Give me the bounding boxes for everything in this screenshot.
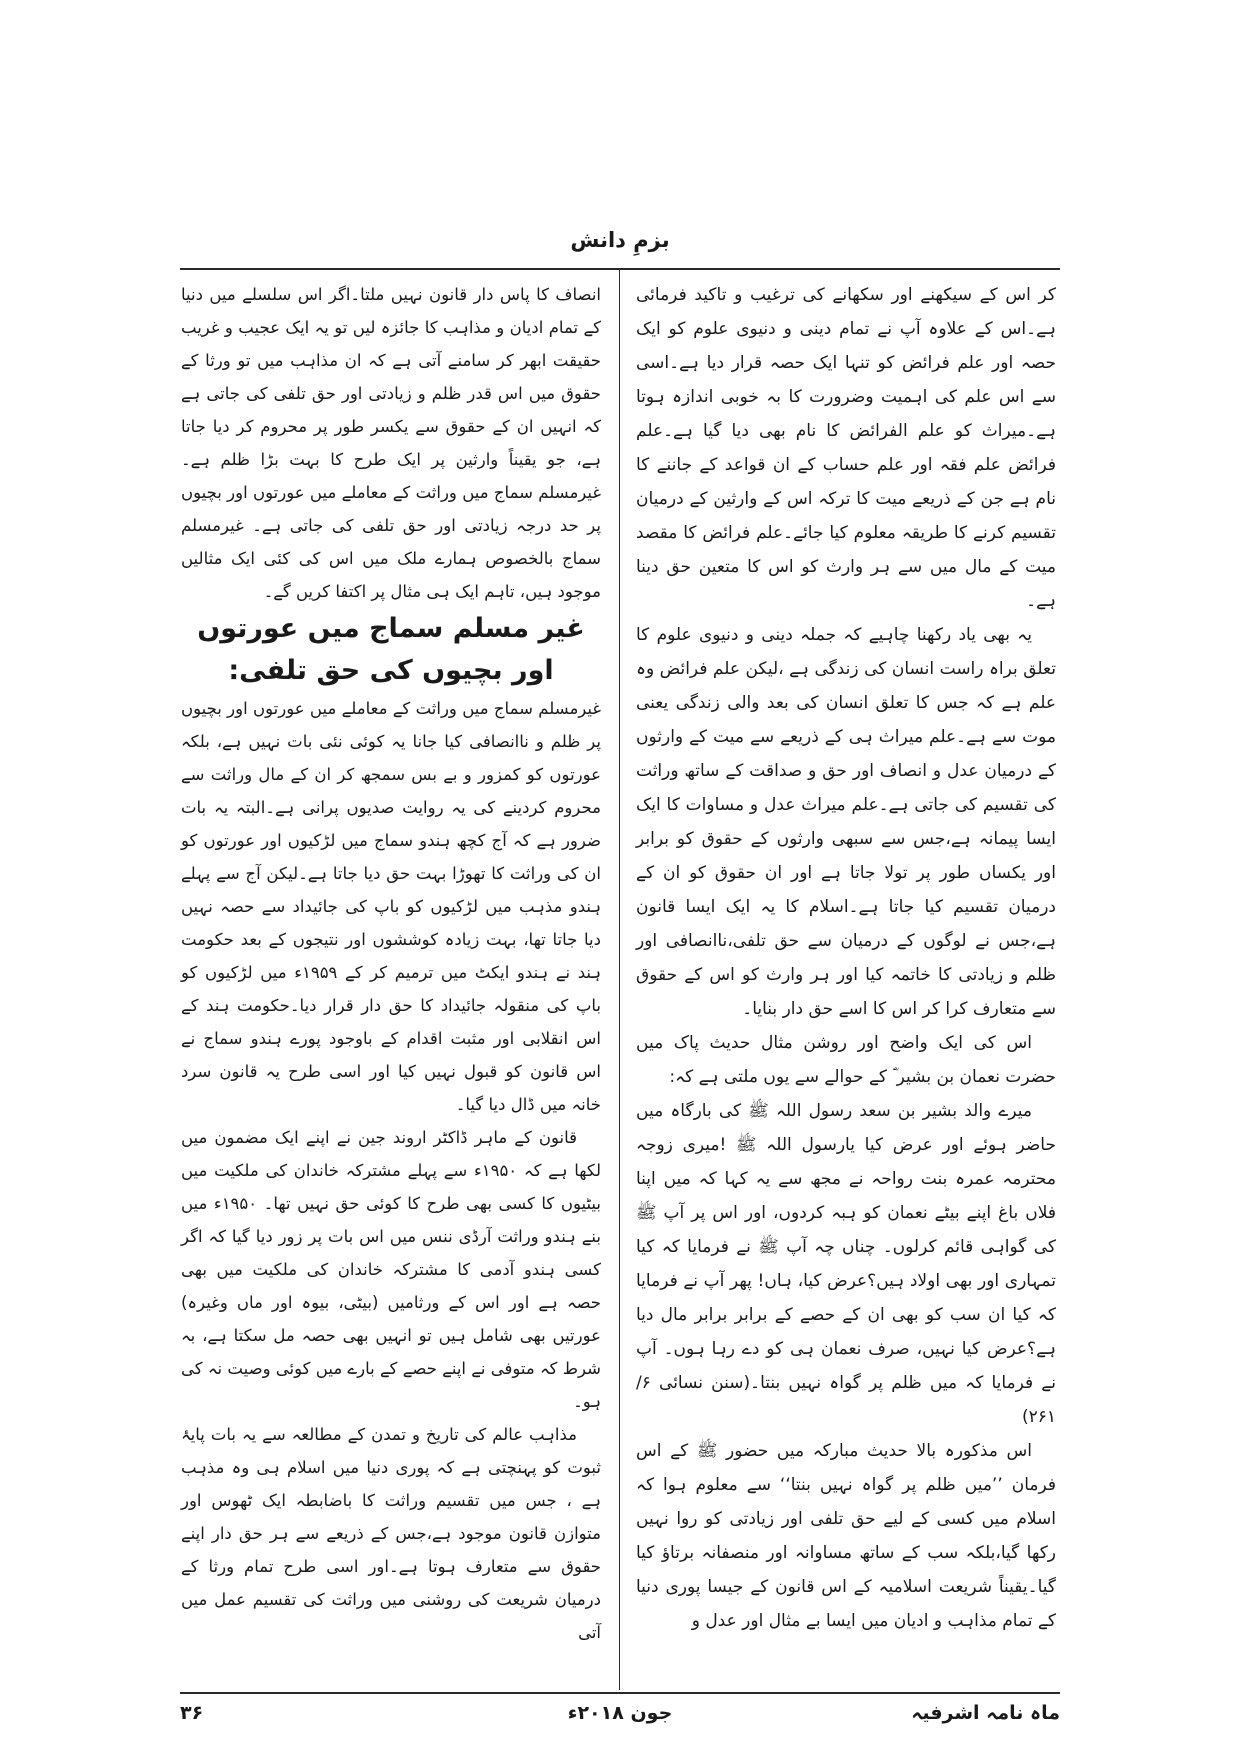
left-column (181, 278, 601, 1649)
magazine-name: ماہ نامہ اشرفیہ (911, 1702, 1060, 1724)
section-heading: غیر مسلم سماج میں عورتوں اور بچیوں کی حق تلفی: (197, 613, 585, 686)
paragraph: اس کی ایک واضح اور روشن مثال حدیث پاک میں حضرت نعمان بن بشیر ؓ کے حوالے سے یوں ملتی ہے کہ: (636, 1033, 1056, 1087)
page-footer (180, 1702, 1060, 1736)
issue-date: جون ۲۰۱۸ء (567, 1702, 673, 1724)
paragraph: غیرمسلم سماج میں وراثت کے معاملے میں عورتوں اور بچیوں پر ظلم و ناانصافی کیا جانا یہ کوئی نئی بات نہیں ہے، بلکہ عورتوں کو کمزور و بے بس سمجھ کر ان کے مال وراثت سے محروم کردینے کی یہ روایت صدیوں پرانی ہے۔البتہ یہ بات ضرور ہے کہ آج کچھ ہندو سماج میں لڑکیوں اور عورتوں کو ان کی وراثت کا تھوڑا بہت حق دیا جاتا ہے۔لیکن آج سے پہلے ہندو مذہب میں لڑکیوں کو باپ کی جائیداد سے حصہ نہیں دیا جاتا تھا، بہت زیادہ کوششوں اور نتیجوں کے بعد حکومت ہند نے ہندو ایکٹ میں ترمیم کر کے ۱۹۵۹ء میں لڑکیوں کو باپ کی منقولہ جائیداد کا حق دار قرار دیا۔حکومت ہند کے اس انقلابی اور مثبت اقدام کے باوجود پورے ہندو سماج نے اس قانون کو قبول نہیں کیا اور اسی طرح یہ قانون سرد خانہ میں ڈال دیا گیا۔ (181, 699, 602, 1114)
footer-rule (180, 1692, 1060, 1694)
paragraph: کر اس کے سیکھنے اور سکھانے کی ترغیب و تاکید فرمائی ہے۔اس کے علاوہ آپ نے تمام دینی و دنیوی علوم کو ایک حصہ اور علم فرائض کو تنہا ایک حصہ قرار دیا ہے۔اسی سے اس علم کی اہمیت وضرورت کا بہ خوبی اندازہ ہوتا ہے۔میراث کو علم الفرائض کا نام بھی دیا گیا ہے۔علم فرائض علم فقہ اور علم حساب کے ان قواعد کے جاننے کا نام ہے جن کے ذریعے میت کا ترکہ اس کے وارثین کے درمیان تقسیم کرنے کا طریقہ معلوم کیا جائے۔علم فرائض کا مقصد میت کے مال میں سے ہر وارث کو اس کا متعین حق دینا ہے۔ (636, 285, 1056, 611)
paragraph: قانون کے ماہر ڈاکٹر اروند جین نے اپنے ایک مضمون میں لکھا ہے کہ ۱۹۵۰ء سے پہلے مشترکہ خاندان کی ملکیت میں بیٹیوں کا کسی بھی طرح کا کوئی حق نہیں تھا۔ ۱۹۵۰ء میں بنے ہندو وراثت آرڈی ننس میں اس بات پر زور دیا گیا کہ اگر کسی ہندو آدمی کا مشترکہ خاندان کی ملکیت میں بھی حصہ ہے اور اس کے ورثامیں (بیٹی، بیوہ اور ماں وغیرہ) عورتیں بھی شامل ہیں تو انہیں بھی حصہ مل سکتا ہے، بہ شرط کہ متوفی نے اپنے حصے کے بارے میں کوئی وصیت نہ کی ہو۔ (181, 1128, 602, 1411)
hadith-quote: میرے والد بشیر بن سعد رسول اللہ ﷺ کی بارگاہ میں حاضر ہوئے اور عرض کیا یارسول اللہ ﷺ !میری زوجہ محترمہ عمرہ بنت رواحہ نے مجھ سے یہ کہا کہ میں اپنا فلاں باغ اپنے بیٹے نعمان کو ہبہ کردوں، اور اس پر آپ ﷺ کی گواہی قائم کرلوں۔ چناں چہ آپ ﷺ نے فرمایا کہ کیا تمہاری اور بھی اولاد ہیں؟عرض کیا، ہاں! پھر آپ نے فرمایا کہ کیا ان سب کو بھی ان کے حصے کے برابر برابر مال دیا ہے؟عرض کیا نہیں، صرف نعمان ہی کو دے رہا ہوں۔ آپ نے فرمایا کہ میں ظلم پر گواہ نہیں بنتا۔(سنن نسائی ۶/ ۲۶۱) (636, 1101, 1056, 1427)
right-column (636, 278, 1056, 1638)
column-divider (619, 270, 620, 1690)
paragraph: یہ بھی یاد رکھنا چاہیے کہ جملہ دینی و دنیوی علوم کا تعلق براہ راست انسان کی زندگی ہے ،لیکن علم فرائض وہ علم ہے کہ جس کا تعلق انسان کی بعد والی زندگی یعنی موت سے ہے۔علم میراث ہی کے ذریعے سے میت کے وارثوں کے درمیان عدل و انصاف اور حق و صداقت کے ساتھ وراثت کی تقسیم کی جاتی ہے۔علم میراث عدل و مساوات کا ایک ایسا پیمانہ ہے،جس سے سبھی وارثوں کے حقوق کو برابر اور یکساں طور پر تولا جاتا ہے اور ان حقوق کو ان کے درمیان تقسیم کیا جاتا ہے۔اسلام کا یہ ایک ایسا قانون ہے،جس نے لوگوں کے درمیان سے حق تلفی،ناانصافی اور ظلم و زیادتی کا خاتمہ کیا اور ہر وارث کو اس کے حقوق سے متعارف کرا کر اس کا اسے حق دار بنایا۔ (636, 625, 1056, 1019)
paragraph: مذاہب عالم کی تاریخ و تمدن کے مطالعہ سے یہ بات پایۂ ثبوت کو پہنچتی ہے کہ پوری دنیا میں اسلام ہی وہ مذہب ہے ، جس میں تقسیم وراثت کا باضابطہ ایک ٹھوس اور متوازن قانون موجود ہے،جس کے ذریعے سے ہر حق دار اپنے حقوق سے متعارف ہوتا ہے۔اور اسی طرح تمام ورثا کے درمیان شریعت کی روشنی میں وراثت کی تقسیم عمل میں آتی (181, 1425, 601, 1642)
page-header-title: بزمِ دانش (570, 228, 670, 252)
header-rule (180, 268, 1060, 270)
page-number: ۳۶ (180, 1702, 204, 1724)
paragraph: اس مذکورہ بالا حدیث مبارکہ میں حضور ﷺ کے اس فرمان ’’میں ظلم پر گواہ نہیں بنتا‘‘ سے معلوم ہوا کہ اسلام میں کسی کے لیے حق تلفی اور زیادتی کو روا نہیں رکھا گیا،بلکہ سب کے ساتھ مساوانہ اور منصفانہ برتاؤ کیا گیا۔یقیناً شریعت اسلامیہ کے اس قانون کے جیسا پوری دنیا کے تمام مذاہب و ادیان میں ایسا بے مثال اور عدل و (636, 1441, 1056, 1631)
paragraph: انصاف کا پاس دار قانون نہیں ملتا۔اگر اس سلسلے میں دنیا کے تمام ادیان و مذاہب کا جائزہ لیں تو یہ ایک عجیب و غریب حقیقت ابھر کر سامنے آتی ہے کہ ان مذاہب میں تو ورثا کے حقوق میں اس قدر ظلم و زیادتی اور حق تلفی کی جاتی ہے کہ انہیں ان کے حقوق سے یکسر طور پر محروم کر دیا جاتا ہے، جو یقیناً وارثین پر ایک طرح کا بہت بڑا ظلم ہے۔غیرمسلم سماج میں وراثت کے معاملے میں عورتوں اور بچیوں پر حد درجہ زیادتی اور حق تلفی کی جاتی ہے۔ غیرمسلم سماج بالخصوص ہمارے ملک میں اس کی کئی ایک مثالیں موجود ہیں، تاہم ایک ہی مثال پر اکتفا کریں گے۔ (181, 285, 601, 601)
